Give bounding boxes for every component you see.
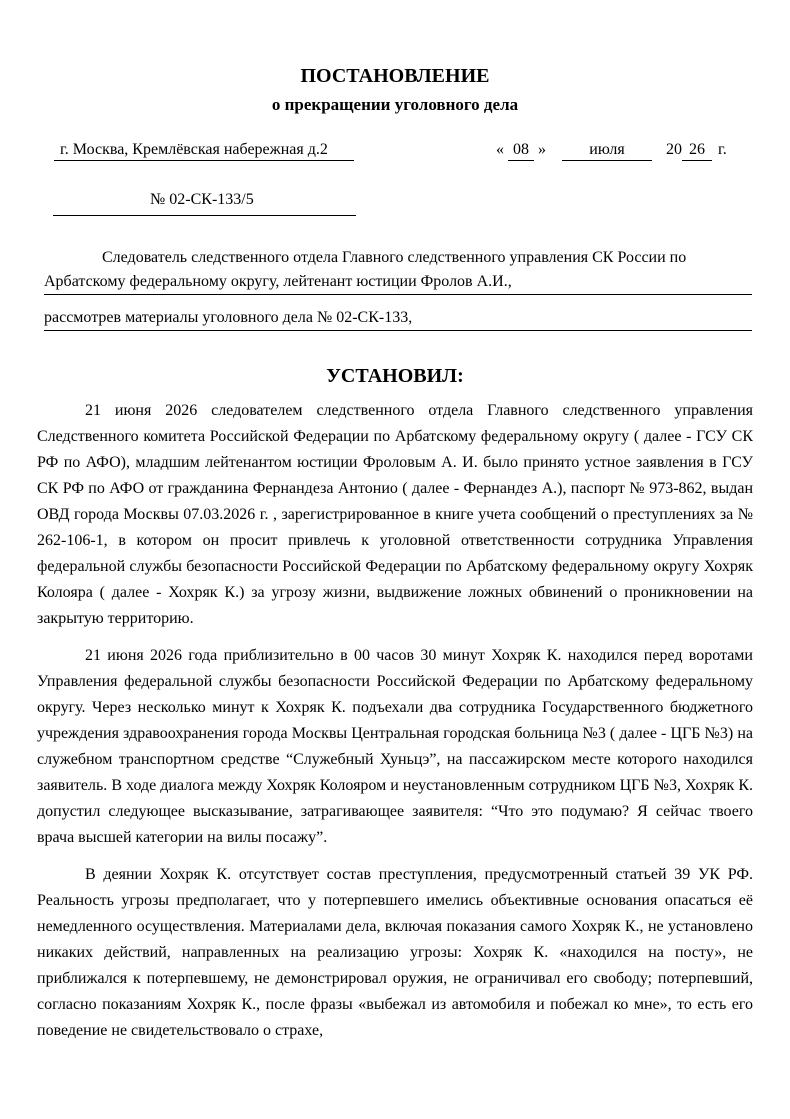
body-paragraph-3: В деянии Хохряк К. отсутствует состав преступления, предусмотренный статьей 39 УК РФ. Реальность угрозы предполагает, что у потерпевшего имелись объективные основания опасаться её немедленного осуществления. Материалами дела, включая показания самого Хохряк К., не установлено никаких действий, направленных на реализацию угрозы: Хохряк К. «находился на посту», не приближался к потерпевшему, не демонстрировал оружия, не ограничивал его свободу; потерпевший, согласно показаниям Хохряк К., после фразы «выбежал из автомобиля и побежал ко мне», то есть его поведение не свидетельствовало о страхе, (37, 866, 753, 1039)
body-paragraph-2: 21 июня 2026 года приблизительно в 00 часов 30 минут Хохряк К. находился перед воротами Управления федеральной службы безопасности Российской Федерации по Арбатскому федеральному округу. Через несколько минут к Хохряк К. подъехали два сотрудника Государственного бюджетного учреждения здравоохранения города Москвы Центральная городская больница №3 ( далее - ЦГБ №3) на служебном транспортном средстве “Служебный Хуньцэ”, на пассажирском месте которого находился заявитель. В ходе диалога между Хохряк Колояром и неустановленным сотрудником ЦГБ №3, Хохряк К. допустил следующее высказывание, затрагивающее заявителя: “Что это подумаю? Я сейчас твоего врача высшей категории на вилы посажу”. (37, 647, 753, 846)
document-body (37, 398, 753, 1055)
date-month: июля (562, 140, 652, 161)
investigator-line-2: Арбатскому федеральному округу, лейтенант юстиции Фролов А.И., (44, 273, 512, 290)
considered-line: рассмотрев материалы уголовного дела № 02-СК-133, (44, 306, 752, 331)
date-year-suffix: 26 (682, 140, 712, 161)
investigator-line-1: Следователь следственного отдела Главного следственного управления СК России по (102, 249, 687, 266)
date-day: 08 (508, 140, 534, 161)
document-subtitle: о прекращении уголовного дела (271, 95, 519, 114)
body-paragraph-1: 21 июня 2026 следователем следственного отдела Главного следственного управления Следственного комитета Российской Федерации по Арбатскому федеральному округу ( далее - ГСУ СК РФ по АФО), младшим лейтенантом юстиции Фроловым А. И. было принято устное заявления в ГСУ СК РФ по АФО от гражданина Фернандеза Антонио ( далее - Фернандез А.), паспорт № 973-862, выдан ОВД города Москвы 07.03.2026 г. , зарегистрированное в книге учета сообщений о преступлениях за № 262-106-1, в котором он просит привлечь к уголовной ответственности сотрудника Управления федеральной службы безопасности Российской Федерации по Арбатскому федеральному округу Хохряк Колояра ( далее - Хохряк К.) за угрозу жизни, выдвижение ложных обвинений о проникновении на закрытую территорию. (37, 402, 753, 627)
document-number: № 02-СК-133/5 (150, 191, 254, 208)
date-year-prefix: 20 (666, 141, 682, 158)
investigator-block (44, 246, 752, 295)
place-field: г. Москва, Кремлёвская набережная д.2 (54, 140, 354, 161)
date-open-quote: « (496, 141, 504, 158)
date-year-abbr: г. (718, 141, 727, 158)
document-number-underline (53, 215, 356, 216)
document-title: ПОСТАНОВЛЕНИЕ (300, 65, 490, 87)
established-heading: УСТАНОВИЛ: (326, 365, 464, 387)
date-close-quote: » (538, 141, 546, 158)
date-field (496, 140, 736, 161)
